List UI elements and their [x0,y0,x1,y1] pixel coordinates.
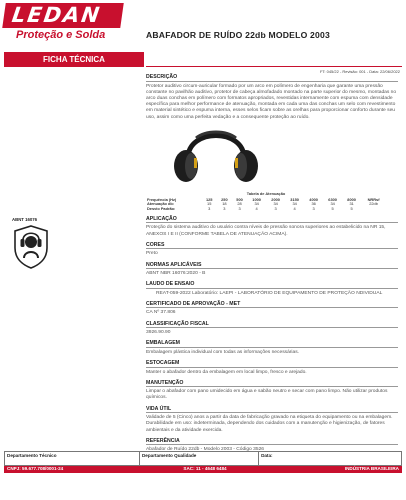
table-cell: 3 [312,205,315,211]
content-column [146,74,398,453]
section-text-embalagem: Embalagem plástica individual com todas as informações necessárias. [146,349,300,355]
table-cell: 3 [223,205,226,211]
section-title-normas: NORMAS APLICÁVEIS [146,261,202,268]
section-divider [146,81,398,82]
section-text-manutencao: Limpar o abafador com pano umidecido em água e sabão neutro e secar com pano limpo. Não utilizar produtos químicos. [146,389,388,401]
table-cell: 1000 [252,196,261,202]
section-title-vida-util: VIDA ÚTIL [146,405,172,412]
footer [4,451,402,473]
section-divider [146,386,398,387]
attenuation-table [146,198,386,211]
table-cell: 34 [254,201,259,207]
table-cell: 5 [331,205,334,211]
section-title-descricao: DESCRIÇÃO [146,74,178,80]
section-divider [146,222,398,223]
section-text-aplicacao: Proteção do sistema auditivo do usuário contra níveis de pressão sonora superiores ao estabelicido na NR 15, ANEXOS I E II (CONFORME TABELA DE ATENUAÇÃO ACIMA). [146,225,386,237]
section-divider [146,347,398,348]
section-text-descricao: Protetor auditivo circum-auricular formado por um arco em polímero de engenharia que garante uma pressão constante no pavilhão auditivo, protetor de cabeça almofadado montado na parte superior do mesmo, montadas no arco duas conchas em polímero com formatos apropriados, revestidas internamente com espuma com densidade específica para melhor performance de atenuação, montada em cada uma das conchas um selo com revestimento em material sintético e espuma interna, esses selos ficam sobre as orelhas para proporcionar conforto durante seu uso, assim como uma perfeita vedação e a consequente proteção ao ruído. [146,83,397,120]
table-cell: 36 [311,201,316,207]
section-title-certificado: CERTIFICADO DE APROVAÇÃO - MET [146,300,241,307]
footer-qualidade: Departamento Qualidade [139,452,258,466]
table-cell: 4 [293,205,296,211]
section-text-cores: Preto [146,251,158,257]
section-divider [146,327,398,328]
section-title-manutencao: MANUTENÇÃO [146,379,184,386]
table-cell: Frequência (Hz) [147,196,177,202]
section-title-referencia: REFERÊNCIA [146,437,180,444]
section-divider [146,444,398,445]
table-cell: 4 [255,205,258,211]
section-divider [146,367,398,368]
table-cell: 3150 [290,196,299,202]
table-cell: 34 [273,201,278,207]
section-title-laudo: LAUDO DE ENSAIO [146,281,195,288]
footer-industria: INDÚSTRIA BRASILEIRA [271,466,402,473]
table-cell: NRRsf [367,196,380,202]
section-text-normas: ABNT NBR 16076:2020 - B [146,271,206,277]
table-cell: 250 [221,196,228,202]
hearing-protection-icon [12,224,50,270]
abnt-label: ABNT 16076 [12,217,38,222]
section-divider [146,268,398,269]
brand-name: LEDAN [2,3,124,28]
attenuation-caption: Tabela de Atenuação [246,190,286,196]
document-meta: FT: 045/22 - Revisão: 001 - Data: 22/06/2022 [319,69,400,74]
section-text-estocagem: Manter o abafador dentro da embalagem em local limpo, fresco e arejado. [146,369,307,375]
table-cell: 34 [330,201,335,207]
footer-bar [4,466,402,473]
table-cell: 2000 [271,196,280,202]
section-title-estocagem: ESTOCAGEM [146,360,180,367]
table-cell: 15 [207,201,212,207]
earmuff-product-image [166,124,266,184]
section-text-vida-util: Validade de 5 (Cinco) anos a partir da data de fabricação gravado na etiqueta do equipamento ou na embalagem. Durabilidade em uso: indeterminada, dependendo dos cuidados com a manutenção e higienização, de fatores ambientais e da atividade exercida. [146,415,393,433]
section-title-embalagem: EMBALAGEM [146,340,181,347]
section-divider [146,307,398,308]
table-cell: 5 [350,205,353,211]
table-cell: 3 [238,205,241,211]
section-title-aplicacao: APLICAÇÃO [146,215,177,222]
table-cell: Atenuação db: [147,201,175,207]
section-text-referencia: Abafador de Ruído 22db - Modelo 2003 - Código 3526 [146,447,265,453]
table-cell: 6300 [328,196,337,202]
section-text-certificado: CA Nº 37.806 [146,310,176,316]
table-cell: 125 [205,196,213,202]
footer-sac: SAC: 11 - 4648 6484 [139,466,270,473]
table-cell: 3 [208,205,211,211]
table-cell: 3 [274,205,277,211]
title-divider [146,66,402,67]
table-cell: 18 [222,201,227,207]
section-divider [146,412,398,413]
signature-table [4,451,402,466]
footer-tecnico: Departamento Técnico [5,452,140,466]
brand-subtitle: Proteção e Solda [16,29,106,41]
page-title: ABAFADOR DE RUÍDO 22db MODELO 2003 [146,30,330,40]
footer-data: Data: [259,452,402,466]
section-title-cores: CORES [146,241,165,248]
section-divider [146,248,398,249]
section-text-fiscal: 3926.90.90 [146,330,171,336]
brand-logo [4,3,134,43]
table-cell: Desvio Padrão: [147,205,176,211]
ficha-tecnica-banner: FICHA TÉCNICA [4,52,144,67]
section-divider [146,288,398,289]
section-text-laudo: REAT-059-2022 Laboratório: LAEPI - LABORATÓRIO DE EQUIPAMENTO DE PROTEÇÃO NDIVIDUAL [156,290,383,296]
table-cell: 500 [236,196,243,202]
footer-cnpj: CNPJ: 59.677.708/0001-24 [4,466,139,473]
table-cell: 31 [349,201,354,207]
table-cell: 8000 [347,196,356,202]
table-cell: 34 [292,201,297,207]
section-title-fiscal: CLASSIFICAÇÃO FISCAL [146,320,209,327]
table-cell: 4000 [309,196,318,202]
table-cell: 22db [369,201,378,207]
table-cell: 28 [237,201,242,207]
